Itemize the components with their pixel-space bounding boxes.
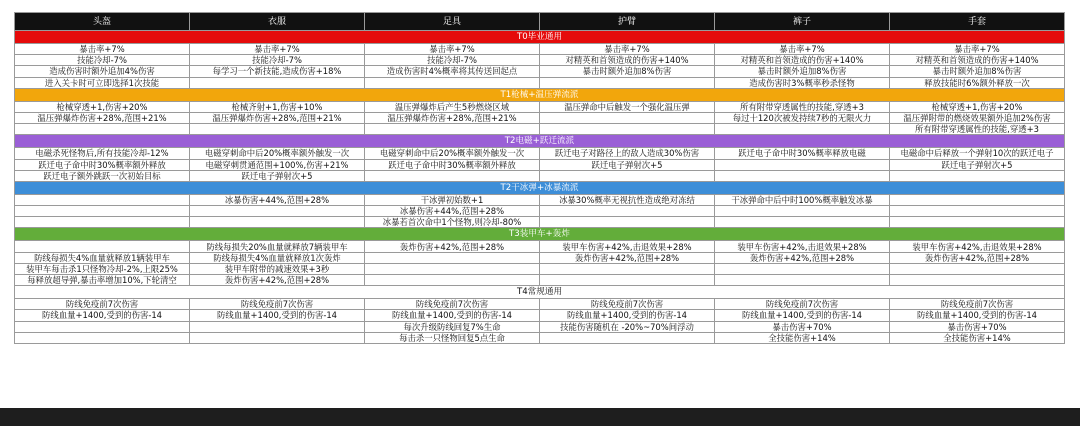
table-cell bbox=[365, 77, 540, 88]
table-cell bbox=[190, 206, 365, 217]
table-cell: 电磁穿刺命中后20%概率额外触发一次 bbox=[190, 148, 365, 159]
table-cell bbox=[715, 275, 890, 286]
table-cell: 防线血量+1400,受到的伤害-14 bbox=[15, 310, 190, 321]
table-cell: 技能冷却-7% bbox=[15, 55, 190, 66]
table-cell: 技能伤害随机在 -20%~70%间浮动 bbox=[540, 321, 715, 332]
table-cell: 温压弹爆炸伤害+28%,范围+21% bbox=[15, 112, 190, 123]
table-cell: 轰炸伤害+42%,范围+28% bbox=[890, 252, 1065, 263]
table-cell bbox=[540, 332, 715, 343]
table-cell: 温压弹爆炸伤害+28%,范围+21% bbox=[365, 112, 540, 123]
table-cell bbox=[540, 112, 715, 123]
table-cell: 跃迁电子命中时30%概率额外释放 bbox=[15, 159, 190, 170]
table-cell: 暴击时额外追加8%伤害 bbox=[890, 66, 1065, 77]
table-row bbox=[15, 194, 1065, 205]
table-cell: 造成伤害时4%概率将其传送回起点 bbox=[365, 66, 540, 77]
table-cell: 装甲车伤害+42%,击退效果+28% bbox=[715, 241, 890, 252]
table-cell bbox=[540, 263, 715, 274]
table-cell: 装甲车伤害+42%,击退效果+28% bbox=[890, 241, 1065, 252]
table-cell: 每学习一个新技能,造成伤害+18% bbox=[190, 66, 365, 77]
table-cell: 防线免疫前7次伤害 bbox=[15, 299, 190, 310]
table-cell: 干冰弹初始数+1 bbox=[365, 194, 540, 205]
section-row bbox=[15, 181, 1065, 194]
table-cell bbox=[190, 321, 365, 332]
table-cell: 暴击率+7% bbox=[190, 44, 365, 55]
table-cell bbox=[540, 77, 715, 88]
table-cell: 全技能伤害+14% bbox=[715, 332, 890, 343]
section-title: T2电磁+跃迁流派 bbox=[15, 135, 1065, 148]
table-cell bbox=[890, 194, 1065, 205]
column-header: 护臂 bbox=[540, 13, 715, 31]
table-cell bbox=[890, 263, 1065, 274]
table-cell: 防线免疫前7次伤害 bbox=[715, 299, 890, 310]
table-cell: 电磁命中后释放一个弹射10次的跃迁电子 bbox=[890, 148, 1065, 159]
table-cell: 技能冷却-7% bbox=[190, 55, 365, 66]
table-cell: 装甲车伤害+42%,击退效果+28% bbox=[540, 241, 715, 252]
table-cell bbox=[890, 275, 1065, 286]
table-cell bbox=[540, 206, 715, 217]
table-cell: 温压弹爆炸伤害+28%,范围+21% bbox=[190, 112, 365, 123]
table-cell: 防线每损失4%血量就释放1辆装甲车 bbox=[15, 252, 190, 263]
table-cell: 对精英和首领造成的伤害+140% bbox=[715, 55, 890, 66]
section-title: T0毕业通用 bbox=[15, 31, 1065, 44]
table-cell: 防线免疫前7次伤害 bbox=[540, 299, 715, 310]
equipment-affix-table bbox=[14, 12, 1065, 344]
table-cell bbox=[15, 206, 190, 217]
table-cell: 对精英和首领造成的伤害+140% bbox=[890, 55, 1065, 66]
table-row bbox=[15, 77, 1065, 88]
table-cell: 释放技能时6%额外释放一次 bbox=[890, 77, 1065, 88]
table-cell bbox=[365, 263, 540, 274]
table-cell bbox=[715, 170, 890, 181]
table-cell: 防线每损失20%血量就释放7辆装甲车 bbox=[190, 241, 365, 252]
table-cell: 轰炸伤害+42%,范围+28% bbox=[365, 241, 540, 252]
table-cell bbox=[715, 217, 890, 228]
table-cell bbox=[890, 206, 1065, 217]
table-cell: 温压弹命中后触发一个强化温压弹 bbox=[540, 101, 715, 112]
column-header: 足具 bbox=[365, 13, 540, 31]
table-row bbox=[15, 310, 1065, 321]
table-cell: 轰炸伤害+42%,范围+28% bbox=[540, 252, 715, 263]
table-cell bbox=[190, 124, 365, 135]
table-cell: 暴击时额外追加8%伤害 bbox=[540, 66, 715, 77]
column-header: 衣服 bbox=[190, 13, 365, 31]
table-cell: 暴击伤害+70% bbox=[715, 321, 890, 332]
column-header: 裤子 bbox=[715, 13, 890, 31]
table-cell: 暴击率+7% bbox=[540, 44, 715, 55]
bottom-bar bbox=[0, 408, 1080, 426]
table-cell: 电磁杀死怪物后,所有技能冷却-12% bbox=[15, 148, 190, 159]
table-cell: 跃迁电子命中时30%概率释放电磁 bbox=[715, 148, 890, 159]
table-cell bbox=[715, 206, 890, 217]
table-cell bbox=[15, 194, 190, 205]
table-cell bbox=[190, 217, 365, 228]
table-cell: 所有附带穿透属性的技能,穿透+3 bbox=[890, 124, 1065, 135]
table-cell: 温压弹爆炸后产生5秒燃烧区域 bbox=[365, 101, 540, 112]
table-cell: 冰暴30%概率无视抗性造成绝对冻结 bbox=[540, 194, 715, 205]
table-row bbox=[15, 55, 1065, 66]
table-row bbox=[15, 252, 1065, 263]
table-cell bbox=[715, 124, 890, 135]
table-cell bbox=[15, 332, 190, 343]
section-row bbox=[15, 286, 1065, 299]
table-cell: 所有附带穿透属性的技能,穿透+3 bbox=[715, 101, 890, 112]
table-cell bbox=[15, 241, 190, 252]
table-cell: 防线血量+1400,受到的伤害-14 bbox=[890, 310, 1065, 321]
table-row bbox=[15, 124, 1065, 135]
table-cell: 防线免疫前7次伤害 bbox=[190, 299, 365, 310]
table-cell: 对精英和首领造成的伤害+140% bbox=[540, 55, 715, 66]
table-cell: 冰暴伤害+44%,范围+28% bbox=[365, 206, 540, 217]
table-cell bbox=[540, 170, 715, 181]
table-cell bbox=[715, 263, 890, 274]
table-cell: 枪械穿透+1,伤害+20% bbox=[15, 101, 190, 112]
table-cell bbox=[365, 170, 540, 181]
table-cell: 造成伤害时3%概率秒杀怪物 bbox=[715, 77, 890, 88]
table-cell: 冰暴若首次命中1个怪物,则冷却-80% bbox=[365, 217, 540, 228]
table-cell: 防线每损失4%血量就释放1次轰炸 bbox=[190, 252, 365, 263]
table-row bbox=[15, 263, 1065, 274]
table-cell: 暴击时额外追加8%伤害 bbox=[715, 66, 890, 77]
table-cell: 暴击伤害+70% bbox=[890, 321, 1065, 332]
table-row bbox=[15, 148, 1065, 159]
table-row bbox=[15, 170, 1065, 181]
table-cell: 轰炸伤害+42%,范围+28% bbox=[715, 252, 890, 263]
table-row bbox=[15, 206, 1065, 217]
section-row bbox=[15, 135, 1065, 148]
table-cell bbox=[540, 275, 715, 286]
table-cell bbox=[365, 252, 540, 263]
table-cell: 干冰弹命中后中时100%概率触发冰暴 bbox=[715, 194, 890, 205]
table-cell: 防线免疫前7次伤害 bbox=[890, 299, 1065, 310]
table-cell: 跃迁电子命中时30%概率额外释放 bbox=[365, 159, 540, 170]
section-row bbox=[15, 228, 1065, 241]
table-cell: 冰暴伤害+44%,范围+28% bbox=[190, 194, 365, 205]
table-cell: 防线血量+1400,受到的伤害-14 bbox=[190, 310, 365, 321]
table-cell: 枪械穿透+1,伤害+20% bbox=[890, 101, 1065, 112]
table-cell: 电磁穿刺贯通范围+100%,伤害+21% bbox=[190, 159, 365, 170]
table-cell: 造成伤害时额外追加4%伤害 bbox=[15, 66, 190, 77]
table-cell: 装甲车每击杀1只怪物冷却-2%,上限25% bbox=[15, 263, 190, 274]
table-row bbox=[15, 112, 1065, 123]
table-cell: 跃迁电子弹射次+5 bbox=[190, 170, 365, 181]
table-cell: 跃迁电子弹射次+5 bbox=[890, 159, 1065, 170]
table-row bbox=[15, 101, 1065, 112]
table-cell bbox=[15, 321, 190, 332]
table-row bbox=[15, 299, 1065, 310]
column-header: 手套 bbox=[890, 13, 1065, 31]
table-cell bbox=[890, 170, 1065, 181]
table-cell: 防线血量+1400,受到的伤害-14 bbox=[365, 310, 540, 321]
table-cell: 暴击率+7% bbox=[715, 44, 890, 55]
section-title: T3装甲车+轰炸 bbox=[15, 228, 1065, 241]
table-cell: 全技能伤害+14% bbox=[890, 332, 1065, 343]
table-cell: 温压弹附带的燃烧效果额外追加2%伤害 bbox=[890, 112, 1065, 123]
table-cell bbox=[15, 124, 190, 135]
section-title: T4常规通用 bbox=[15, 286, 1065, 299]
section-title: T2干冰弹+冰暴流派 bbox=[15, 181, 1065, 194]
table-cell: 每过十120次被发持续7秒的无限火力 bbox=[715, 112, 890, 123]
table-cell: 跃迁电子对路径上的敌人造成30%伤害 bbox=[540, 148, 715, 159]
table-cell: 枪械齐射+1,伤害+10% bbox=[190, 101, 365, 112]
table-cell bbox=[365, 124, 540, 135]
table-cell: 技能冷却-7% bbox=[365, 55, 540, 66]
table-row bbox=[15, 44, 1065, 55]
table-row bbox=[15, 241, 1065, 252]
table-cell: 轰炸伤害+42%,范围+28% bbox=[190, 275, 365, 286]
table-row bbox=[15, 159, 1065, 170]
table-row bbox=[15, 66, 1065, 77]
table-cell bbox=[540, 217, 715, 228]
table-cell: 暴击率+7% bbox=[890, 44, 1065, 55]
table-cell: 每释放超导弹,暴击率增加10%,下轮清空 bbox=[15, 275, 190, 286]
table-cell: 跃迁电子弹射次+5 bbox=[540, 159, 715, 170]
table-cell bbox=[715, 159, 890, 170]
header-row bbox=[15, 13, 1065, 31]
table-cell bbox=[190, 332, 365, 343]
table-cell: 装甲车附带的减速效果+3秒 bbox=[190, 263, 365, 274]
section-title: T1枪械+温压弹流派 bbox=[15, 88, 1065, 101]
table-cell: 暴击率+7% bbox=[15, 44, 190, 55]
table-row bbox=[15, 321, 1065, 332]
table-cell: 每次升级防线回复7%生命 bbox=[365, 321, 540, 332]
table-cell: 进入关卡时可立即选择1次技能 bbox=[15, 77, 190, 88]
section-row bbox=[15, 88, 1065, 101]
table-cell: 防线血量+1400,受到的伤害-14 bbox=[540, 310, 715, 321]
section-row bbox=[15, 31, 1065, 44]
table-row bbox=[15, 217, 1065, 228]
table-cell bbox=[365, 275, 540, 286]
table-cell: 跃迁电子额外跳跃一次初始目标 bbox=[15, 170, 190, 181]
table-cell bbox=[540, 124, 715, 135]
table-row bbox=[15, 332, 1065, 343]
column-header: 头盔 bbox=[15, 13, 190, 31]
table-body bbox=[15, 31, 1065, 344]
table-row bbox=[15, 275, 1065, 286]
table-cell: 暴击率+7% bbox=[365, 44, 540, 55]
table-cell bbox=[890, 217, 1065, 228]
table-cell: 电磁穿刺命中后20%概率额外触发一次 bbox=[365, 148, 540, 159]
table-cell: 每击杀一只怪物回复5点生命 bbox=[365, 332, 540, 343]
table-cell: 防线免疫前7次伤害 bbox=[365, 299, 540, 310]
table-cell bbox=[15, 217, 190, 228]
table-cell bbox=[190, 77, 365, 88]
table-cell: 防线血量+1400,受到的伤害-14 bbox=[715, 310, 890, 321]
